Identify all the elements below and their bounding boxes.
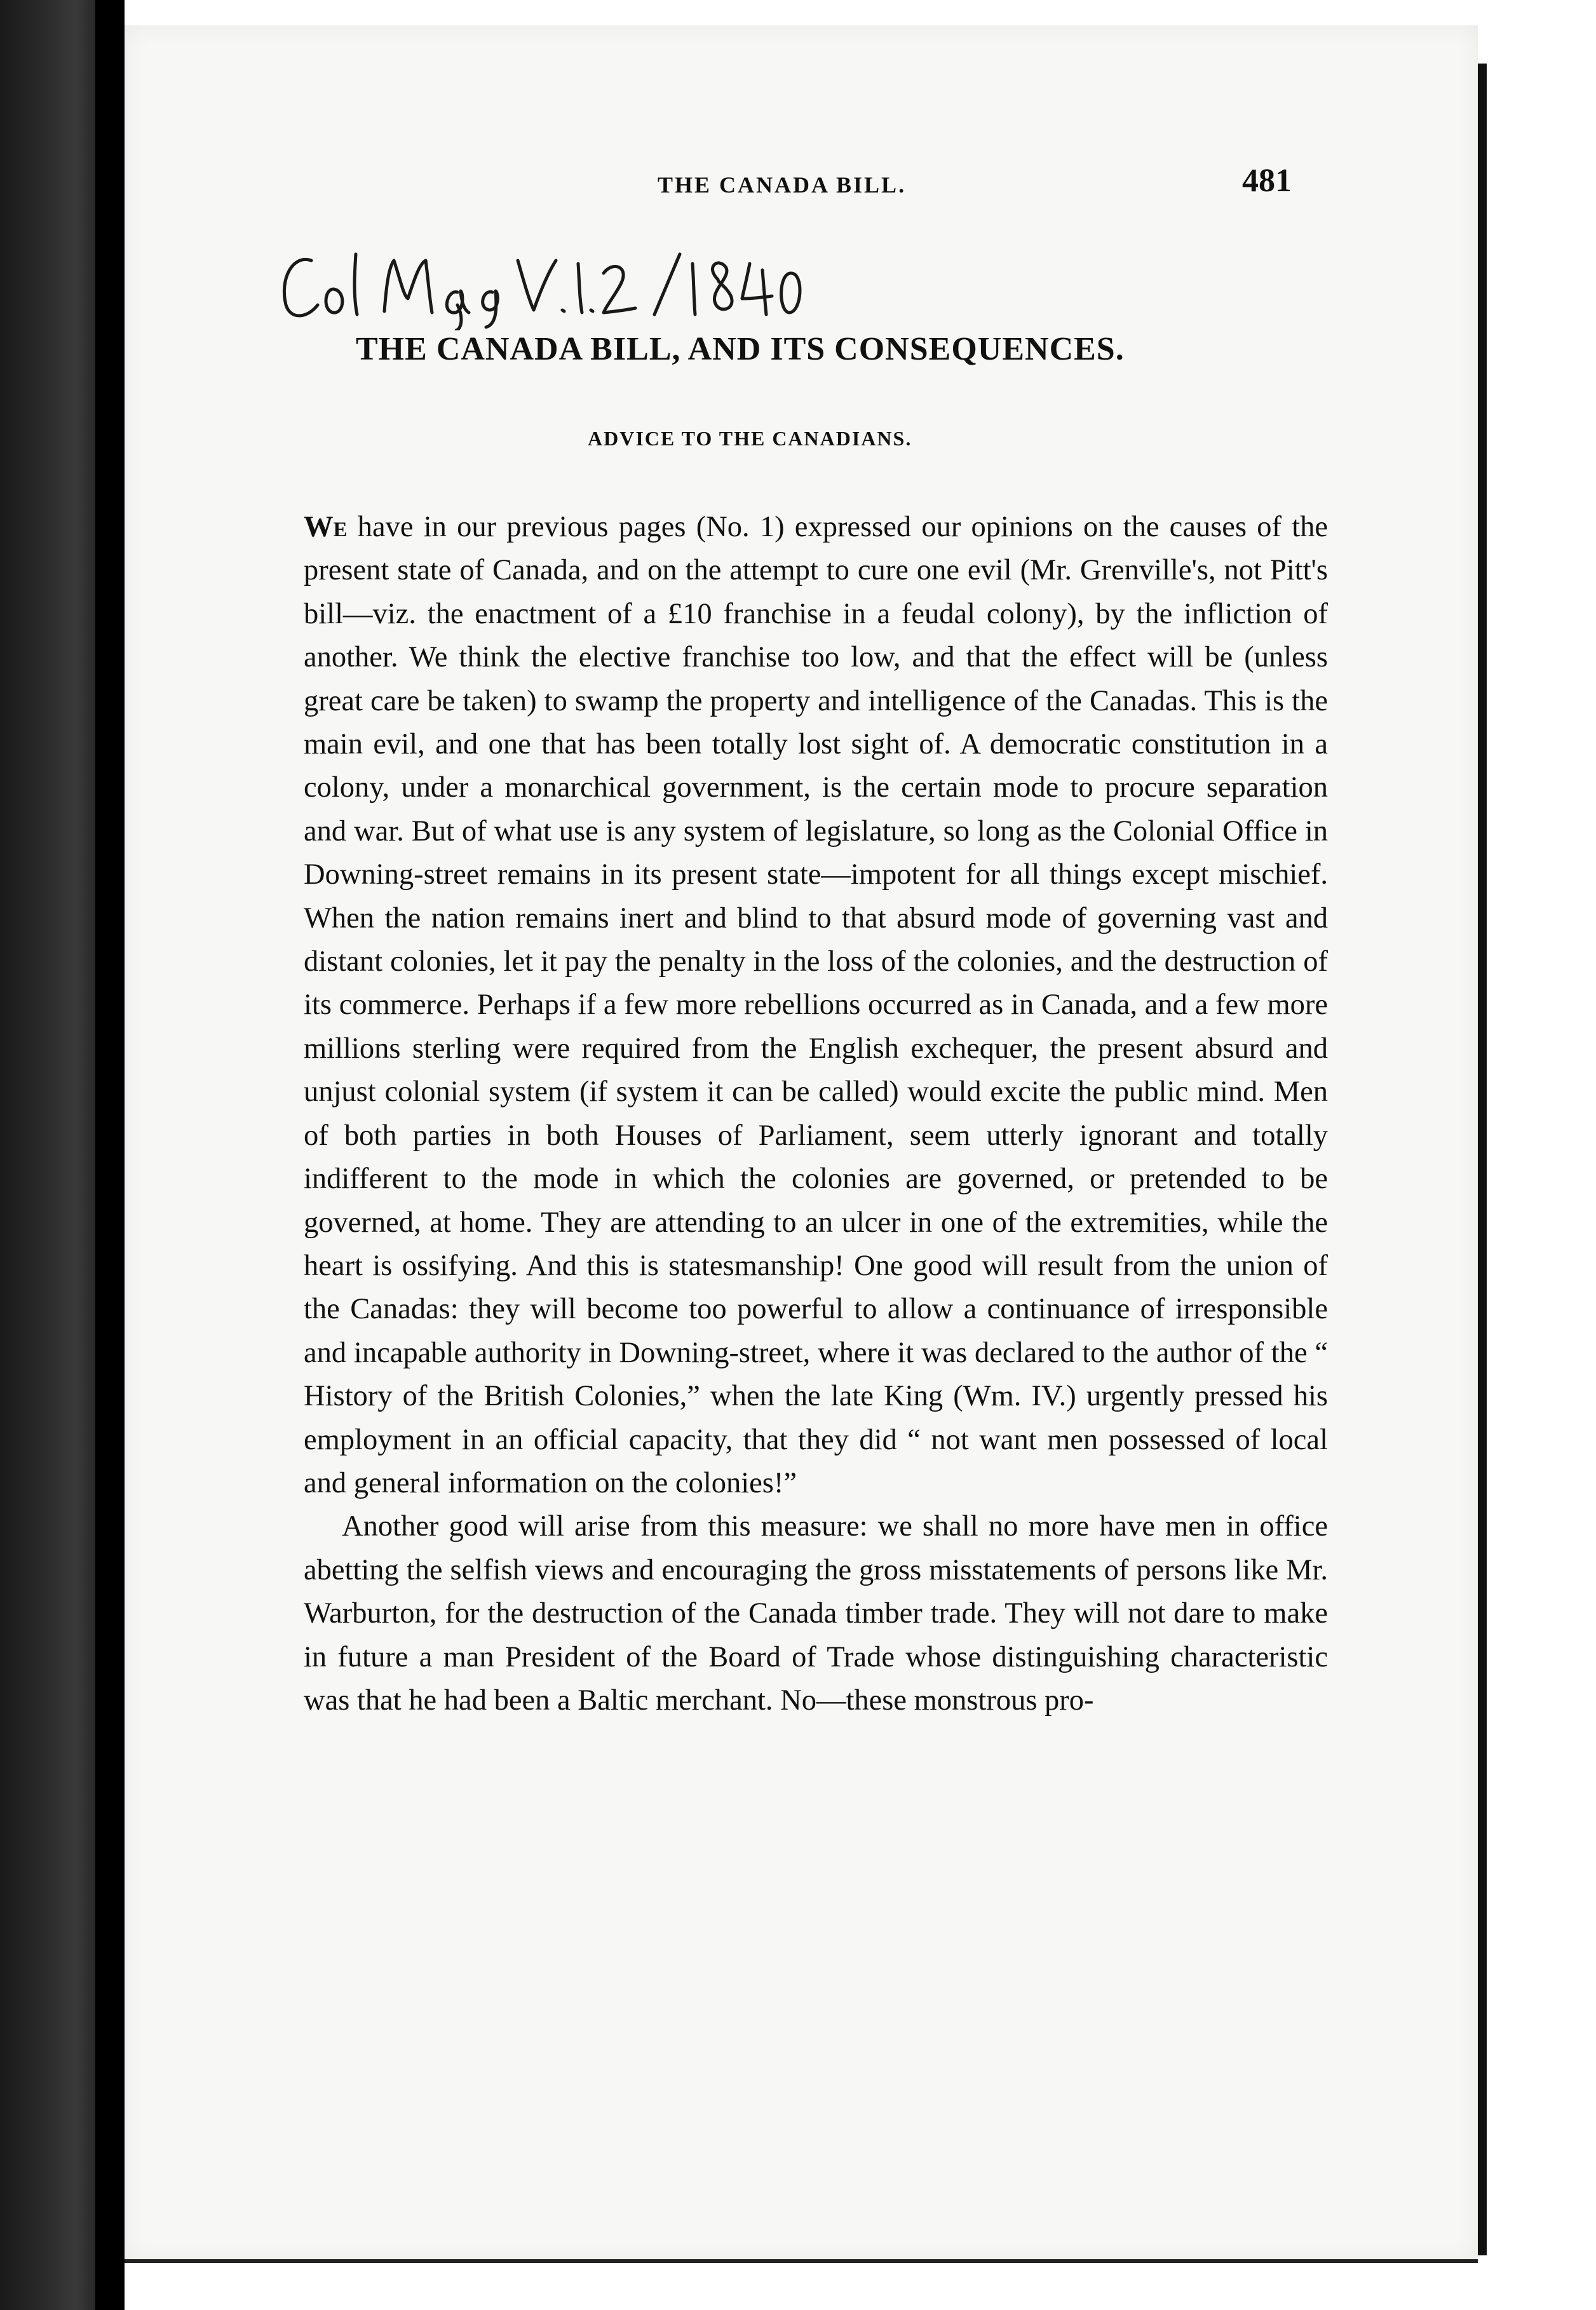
page-right-edge <box>1478 64 1487 2255</box>
paragraph-2: Another good will arise from this measure: we shall no more have men in office abetting the selfish views and encouraging the gross misstatements of persons like Mr. Warburton, for the destruction of the Canada timber trade. They will not dare to make in future a man President of the Board of Trade whose distinguishing characteristic was that he had been a Baltic merchant. No—these monstrous pro- <box>304 1510 1328 1717</box>
scan-right-margin <box>1487 64 1596 2262</box>
page-number: 481 <box>1242 163 1292 199</box>
paragraph-1-first-word: We <box>304 511 348 543</box>
article-body <box>304 506 1328 1722</box>
paragraph-1-text: have in our previous pages (No. 1) expressed our opinions on the causes of the present state of Canada, and on the attempt to cure one evil (Mr. Grenville's, not Pitt's bill—viz. the enactment of a £10 franchise in a feudal colony), by the infliction of another. We think the elective franchise too low, and that the effect will be (unless great care be taken) to swamp the property and intelligence of the Canadas. This is the main evil, and one that has been totally lost sight of. A democratic constitution in a colony, under a monarchical government, is the certain mode to procure separation and war. But of what use is any system of legislature, so long as the Colonial Office in Downing-street remains in its present state—impotent for all things except mischief. When the nation remains inert and blind to that absurd mode of governing vast and distant colonies, let it pay the penalty in the loss of the colonies, and the destruction of its commerce. Perhaps if a few more rebellions occurred as in Canada, and a few more millions sterling were required from the English exchequer, the present absurd and unjust colonial system (if system it can be called) would excite the public mind. Men of both parties in both Houses of Parliament, seem utterly ignorant and totally indifferent to the mode in which the colonies are governed, or pretended to be governed, at home. They are attending to an ulcer in one of the extremities, while the heart is ossifying. And this is statesmanship! One good will result from the union of the Canadas: they will become too powerful to allow a continuance of irresponsible and incapable authority in Downing-street, where it was declared to the author of the “ History of the British Colonies,” when the late King (Wm. IV.) urgently pressed his employment in an official capacity, that they did “ not want men possessed of local and general information on the colonies!” <box>304 511 1328 1499</box>
handwritten-annotation <box>273 235 807 330</box>
article-title: THE CANADA BILL, AND ITS CONSEQUENCES. <box>356 331 1125 367</box>
article-subtitle: ADVICE TO THE CANADIANS. <box>588 427 912 450</box>
scan-binding-shadow <box>95 0 125 2310</box>
page-bottom-edge <box>125 2259 1478 2263</box>
running-head: THE CANADA BILL. <box>658 172 907 198</box>
paragraph-1 <box>304 506 1328 1505</box>
